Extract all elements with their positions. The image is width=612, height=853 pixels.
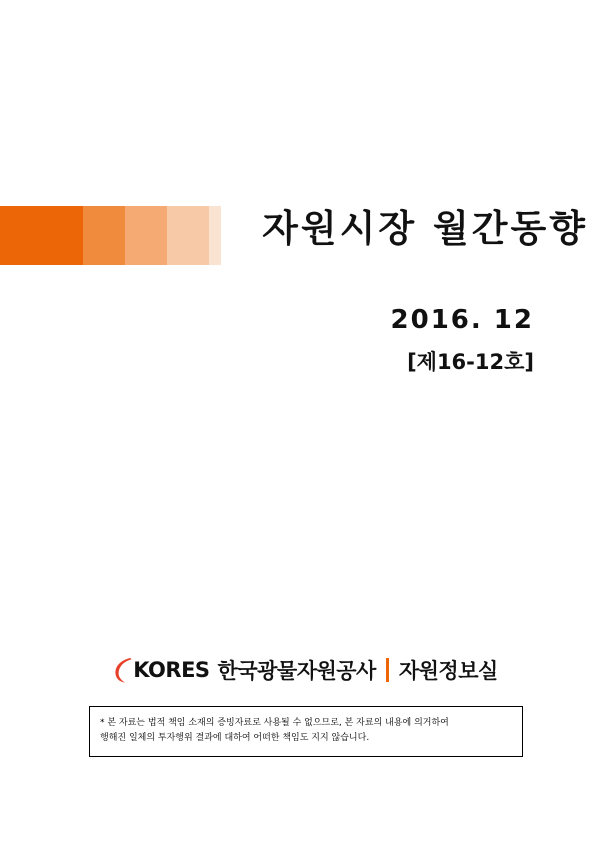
disclaimer-line-1: * 본 자료는 법적 책임 소재의 증빙자료로 사용될 수 없으므로, 본 자료의 내용에 의거하여 [100,718,449,728]
issue-info [391,304,534,376]
disclaimer-box [89,706,523,757]
color-swatch-group [0,206,221,265]
publisher-logo-row [0,655,612,685]
issue-number: [제16-12호] [407,349,534,374]
kores-wordmark: KORES [133,658,210,682]
kores-logo [114,657,209,683]
divider [386,658,389,682]
disclaimer-line-2: 행해진 일체의 투자행위 결과에 대하여 어떠한 책임도 지지 않습니다. [100,732,370,743]
organization-name: 한국광물자원공사 [217,659,376,683]
color-swatch-1 [0,206,83,265]
color-swatch-4 [167,206,209,265]
swoosh-icon [114,657,132,683]
page-title: 자원시장 월간동향 [262,207,588,250]
color-swatch-5 [209,206,221,265]
color-swatch-2 [83,206,125,265]
color-swatch-3 [125,206,167,265]
issue-date: 2016. 12 [390,305,534,335]
department-name: 자원정보실 [398,659,498,683]
